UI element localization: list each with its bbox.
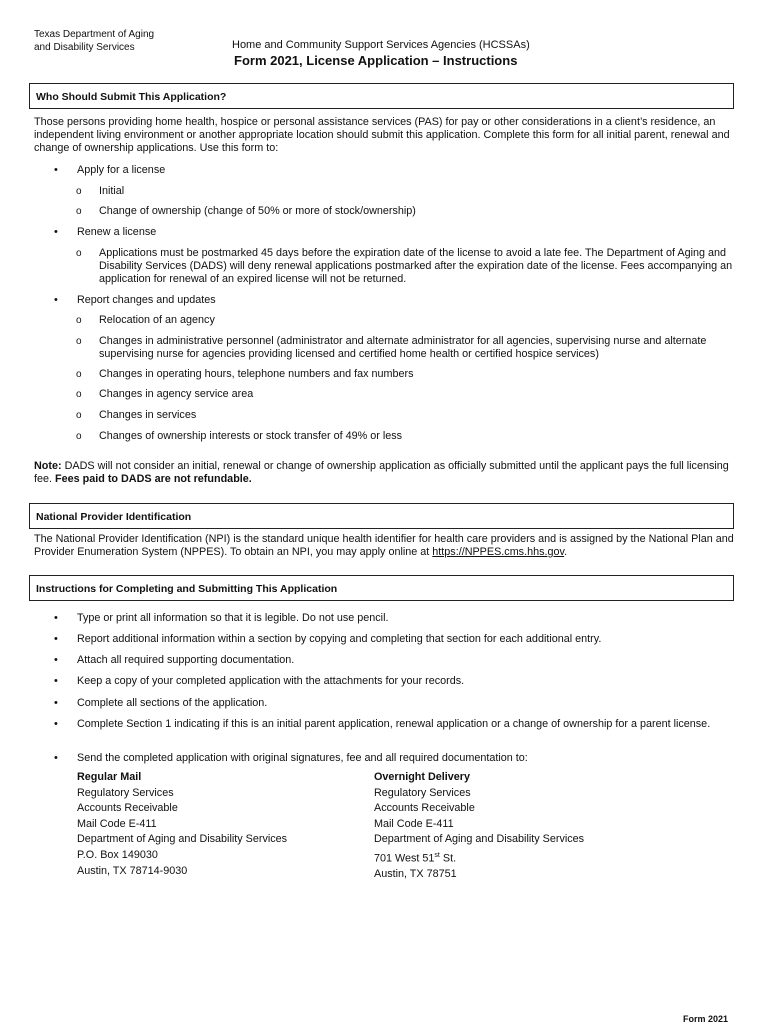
hollow-circle-icon: o (76, 186, 82, 197)
who-intro: Those persons providing home health, hospice or personal assistance services (PAS) for pay or other considerations in a client’s residence, an independent living environment or another appropriate location should submit this application. Complete this form for all initial parent, renewal and change of ownership applications. Use this form to: (34, 116, 730, 154)
bullet-icon: • (54, 294, 58, 306)
note-text: DADS will not consider an initial, renewal or change of ownership application as officially submitted until the applicant pays the full licensing fee. (34, 460, 729, 485)
regular-mail-address: Regular Mail Regulatory Services Accounts Receivable Mail Code E-411 Department of Aging and Disability Services P.O. Box 149030 Austin, TX 78714-9030 (77, 771, 288, 877)
bullet-icon: • (54, 633, 58, 645)
overnight-delivery-heading: Overnight Delivery (374, 771, 471, 783)
hollow-circle-icon: o (76, 369, 82, 380)
npi-paragraph: The National Provider Identification (NPI) is the standard unique health identifier for health care providers and is assigned by the National Plan and Provider Enumeration System (NPPES). To obtain an NPI, you may apply online at https://NPPES.cms.hhs.gov. (34, 533, 734, 558)
overnight-delivery-address: Overnight Delivery Regulatory Services Accounts Receivable Mail Code E-411 Department of Aging and Disability Services 701 West 51st St. Austin, TX 78751 (374, 771, 585, 881)
bullet-icon: • (54, 752, 58, 764)
agency-name (34, 28, 184, 54)
section-heading-who: Who Should Submit This Application? (29, 83, 734, 109)
bullet-icon: • (54, 675, 58, 687)
page-title: Form 2021, License Application – Instructions (234, 53, 518, 68)
hollow-circle-icon: o (76, 410, 82, 421)
hollow-circle-icon: o (76, 248, 82, 259)
bullet-icon: • (54, 718, 58, 730)
note-bold: Fees paid to DADS are not refundable. (55, 473, 252, 485)
regular-mail-heading: Regular Mail (77, 771, 142, 783)
npi-text: The National Provider Identification (NPI) is the standard unique health identifier for health care providers and is assigned by the National Plan and Provider Enumeration System (NPPES). To obtain an NPI, you may apply online at (34, 533, 734, 558)
note-paragraph (34, 460, 734, 486)
note-label: Note: (34, 460, 62, 472)
hollow-circle-icon: o (76, 206, 82, 217)
bullet-icon: • (54, 654, 58, 666)
hollow-circle-icon: o (76, 431, 82, 442)
agency-line-1: Texas Department of Aging (34, 29, 155, 40)
bullet-icon: • (54, 226, 58, 238)
street-address: 701 West 51st St. (374, 851, 457, 865)
hollow-circle-icon: o (76, 389, 82, 400)
form-subtitle: Home and Community Support Services Agencies (HCSSAs) (232, 39, 530, 51)
bullet-icon: • (54, 697, 58, 709)
bullet-icon: • (54, 612, 58, 624)
section-heading-instructions: Instructions for Completing and Submitting This Application (29, 575, 734, 601)
footer-form-number: Form 2021 (683, 1014, 729, 1024)
section-heading-npi: National Provider Identification (29, 503, 734, 529)
hollow-circle-icon: o (76, 336, 82, 347)
bullet-icon: • (54, 164, 58, 176)
agency-line-2: and Disability Services (34, 42, 135, 53)
nppes-link[interactable]: https://NPPES.cms.hhs.gov (432, 546, 565, 558)
hollow-circle-icon: o (76, 315, 82, 326)
